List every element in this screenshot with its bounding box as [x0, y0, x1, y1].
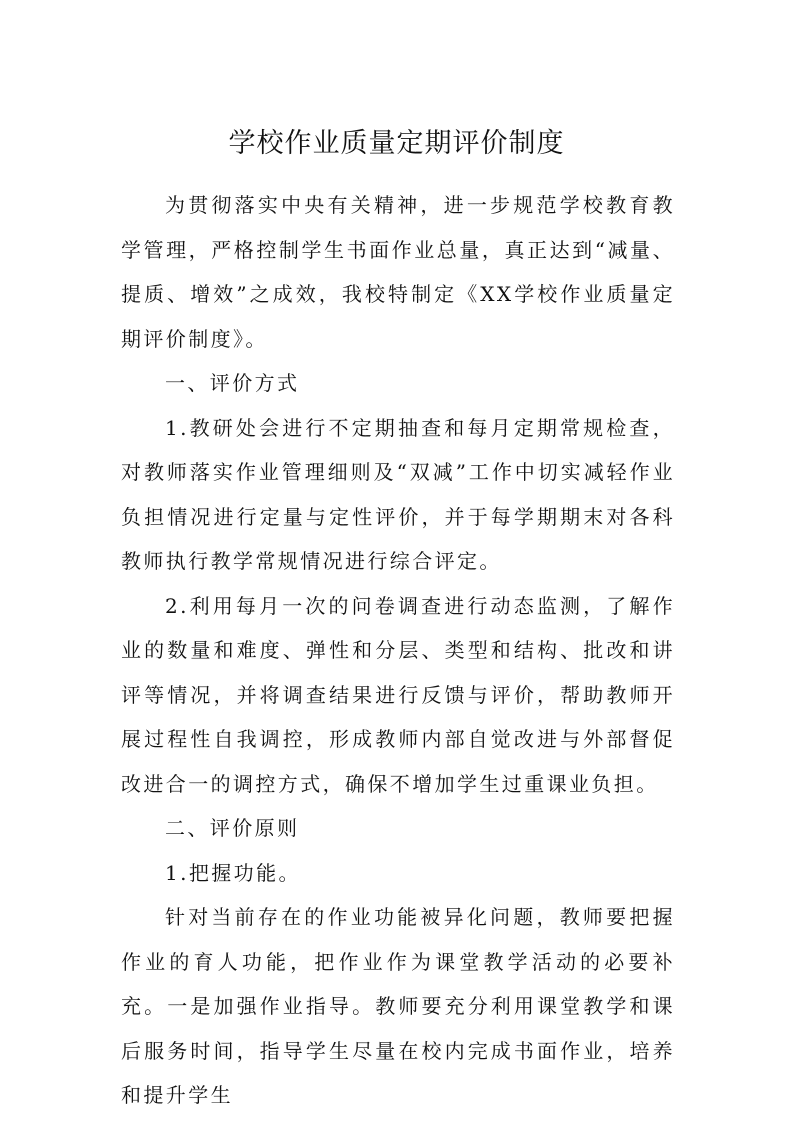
section-heading-evaluation-method: 一、评价方式 — [165, 371, 300, 395]
evaluation-method-item-1: 1.教研处会进行不定期抽查和每月定期常规检查，对教师落实作业管理细则及“双减”工作中切实减轻作业负担情况进行定量与定性评价，并于每学期期末对各科教师执行教学常规情况进行综合评定。 — [121, 415, 675, 573]
section-heading-evaluation-principles: 二、评价原则 — [165, 816, 300, 840]
document-title: 学校作业质量定期评价制度 — [228, 128, 565, 159]
intro-paragraph: 为贯彻落实中央有关精神，进一步规范学校教育教学管理，严格控制学生书面作业总量，真正达到“减量、提质、增效”之成效，我校特制定《XX学校作业质量定期评价制度》。 — [121, 193, 675, 351]
evaluation-method-item-2: 2.利用每月一次的问卷调查进行动态监测，了解作业的数量和难度、弹性和分层、类型和结构、批改和讲评等情况，并将调查结果进行反馈与评价，帮助教师开展过程性自我调控，形成教师内部自觉改进与外部督促改进合一的调控方式，确保不增加学生过重课业负担。 — [121, 593, 675, 796]
principle-paragraph-1: 针对当前存在的作业功能被异化问题，教师要把握作业的育人功能，把作业作为课堂教学活动的必要补充。一是加强作业指导。教师要充分利用课堂教学和课后服务时间，指导学生尽量在校内完成书面作业，培养和提升学生 — [121, 905, 675, 1107]
document-body — [121, 183, 675, 1118]
principle-heading-1: 1.把握功能。 — [165, 860, 301, 885]
